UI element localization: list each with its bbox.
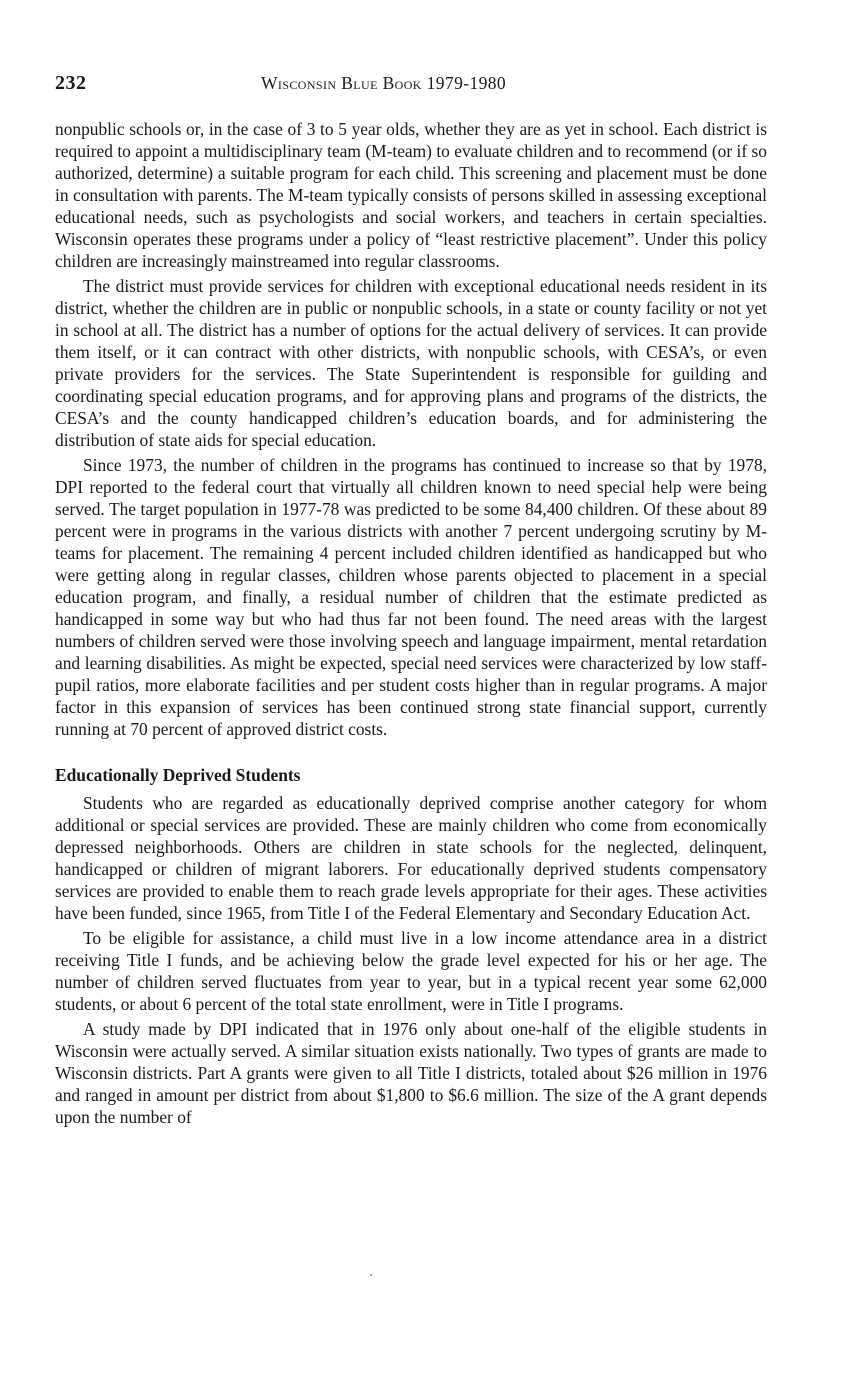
page-number: 232	[55, 72, 87, 94]
running-head: Wisconsin Blue Book 1979-1980	[261, 73, 507, 93]
paragraph: The district must provide services for children with exceptional educational needs resident in its district, whether the children are in public or nonpublic schools, in a state or county facility or not yet in school at all. The district has a number of options for the actual delivery of services. It can provide them itself, or it can contract with other districts, with nonpublic schools, with CESA’s, or even private providers for the services. The State Superintendent is responsible for guilding and coordinating special education programs, and for approving plans and programs of the districts, the CESA’s and the county handicapped children’s education boards, and for administering the distribution of state aids for special education.	[55, 276, 767, 450]
stray-mark	[370, 1274, 372, 1276]
paragraph: Students who are regarded as educationally deprived comprise another category for whom additional or special services are provided. These are mainly children who come from economically depressed neighborhoods. Others are children in state schools for the neglected, delinquent, handicapped or children of migrant laborers. For educationally deprived students compensatory services are provided to enable them to reach grade levels appropriate for their ages. These activities have been funded, since 1965, from Title I of the Federal Elementary and Secondary Education Act.	[55, 793, 767, 923]
page-header	[55, 70, 767, 104]
paragraph-continued: nonpublic schools or, in the case of 3 to 5 year olds, whether they are as yet in school. Each district is required to appoint a multidisciplinary team (M-team) to evaluate children and to recommend (or if so authorized, determine) a suitable program for each child. This screening and placement must be done in consultation with parents. The M-team typically consists of persons skilled in assessing exceptional educational needs, such as psychologists and social workers, and teachers in certain specialties. Wisconsin operates these programs under a policy of “least restrictive placement”. Under this policy children are increasingly mainstreamed into regular classrooms.	[55, 119, 767, 271]
paragraph: A study made by DPI indicated that in 1976 only about one-half of the eligible students in Wisconsin were actually served. A similar situation exists nationally. Two types of grants are made to Wisconsin districts. Part A grants were given to all Title I districts, totaled about $26 million in 1976 and ranged in amount per district from about $1,800 to $6.6 million. The size of the A grant depends upon the number of	[55, 1019, 767, 1127]
section-heading: Educationally Deprived Students	[55, 765, 301, 785]
body-text	[55, 118, 767, 1128]
paragraph: Since 1973, the number of children in the programs has continued to increase so that by 1978, DPI reported to the federal court that virtually all children known to need special help were being served. The target population in 1977-78 was predicted to be some 84,400 children. Of these about 89 percent were in programs in the various districts with another 7 percent undergoing scrutiny by M-teams for placement. The remaining 4 percent included children identified as handicapped but who were getting along in regular classes, children whose parents objected to placement in a special education program, and finally, a residual number of children that the estimate predicted as handicapped in some way but who had thus far not been found. The need areas with the largest numbers of children served were those involving speech and language impairment, mental retardation and learning disabilities. As might be expected, special need services were characterized by low staff-pupil ratios, more elaborate facilities and per student costs higher than in regular programs. A major factor in this expansion of services has been continued strong state financial support, currently running at 70 percent of approved district costs.	[55, 455, 767, 739]
paragraph: To be eligible for assistance, a child must live in a low income attendance area in a district receiving Title I funds, and be achieving below the grade level expected for his or her age. The number of children served fluctuates from year to year, but in a typical recent year some 62,000 students, or about 6 percent of the total state enrollment, were in Title I programs.	[55, 928, 767, 1014]
document-page	[55, 70, 767, 1131]
